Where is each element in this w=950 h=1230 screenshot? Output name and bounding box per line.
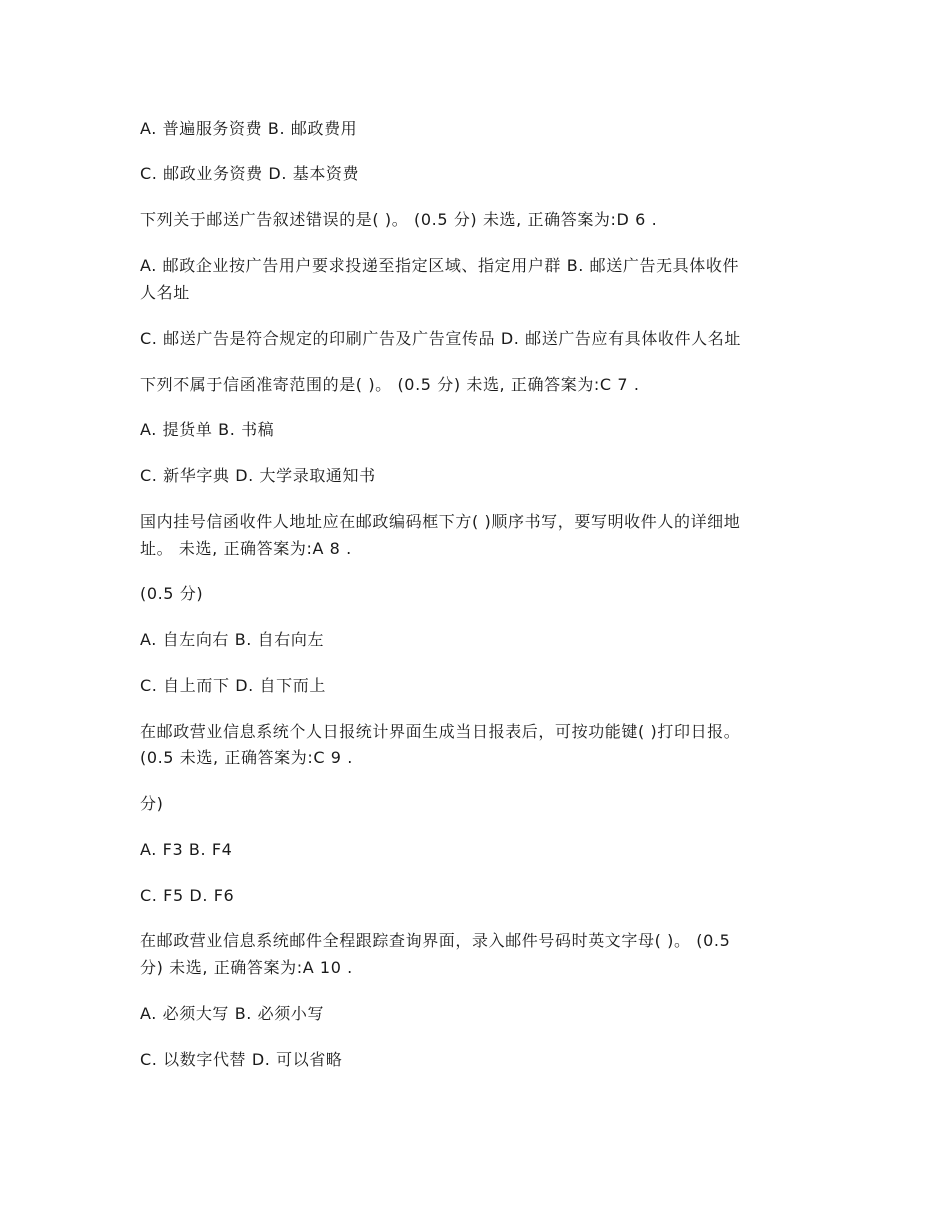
option-line-q9-ab: A. F3 B. F4 — [140, 840, 233, 859]
option-line-q9-cd: C. F5 D. F6 — [140, 886, 235, 905]
option-line-q8-ab: A. 自左向右 B. 自右向左 — [140, 630, 325, 649]
question-6: 下列关于邮送广告叙述错误的是( )。 (0.5 分) 未选, 正确答案为:D 6 . — [140, 210, 658, 229]
question-10-cont: 分) 未选, 正确答案为:A 10 . — [140, 958, 353, 977]
question-9-score: 分) — [140, 794, 164, 813]
option-line-q7-ab: A. 提货单 B. 书稿 — [140, 420, 275, 439]
option-line-q8-cd: C. 自上而下 D. 自下而上 — [140, 676, 326, 695]
option-line-q7-cd: C. 新华字典 D. 大学录取通知书 — [140, 466, 376, 485]
question-8-cont: 址。 未选, 正确答案为:A 8 . — [140, 539, 352, 558]
question-7: 下列不属于信函准寄范围的是( )。 (0.5 分) 未选, 正确答案为:C 7 . — [140, 375, 640, 394]
question-9: 在邮政营业信息系统个人日报统计界面生成当日报表后，可按功能键( )打印日报。 — [140, 722, 741, 741]
option-line-q6-ab: A. 邮政企业按广告用户要求投递至指定区域、指定用户群 B. 邮送广告无具体收件 — [140, 256, 740, 275]
option-line-q5-ab: A. 普遍服务资费 B. 邮政费用 — [140, 119, 358, 138]
option-line-q10-cd: C. 以数字代替 D. 可以省略 — [140, 1050, 343, 1069]
option-line-q6-ab-cont: 人名址 — [140, 283, 190, 302]
question-8-score: (0.5 分) — [140, 584, 204, 603]
option-line-q6-cd: C. 邮送广告是符合规定的印刷广告及广告宣传品 D. 邮送广告应有具体收件人名址 — [140, 329, 741, 348]
question-8: 国内挂号信函收件人地址应在邮政编码框下方( )顺序书写，要写明收件人的详细地 — [140, 512, 741, 531]
option-line-q5-cd: C. 邮政业务资费 D. 基本资费 — [140, 164, 360, 183]
question-9-cont: (0.5 未选, 正确答案为:C 9 . — [140, 748, 353, 767]
option-line-q10-ab: A. 必须大写 B. 必须小写 — [140, 1004, 325, 1023]
question-10: 在邮政营业信息系统邮件全程跟踪查询界面，录入邮件号码时英文字母( )。 (0.5 — [140, 931, 731, 950]
